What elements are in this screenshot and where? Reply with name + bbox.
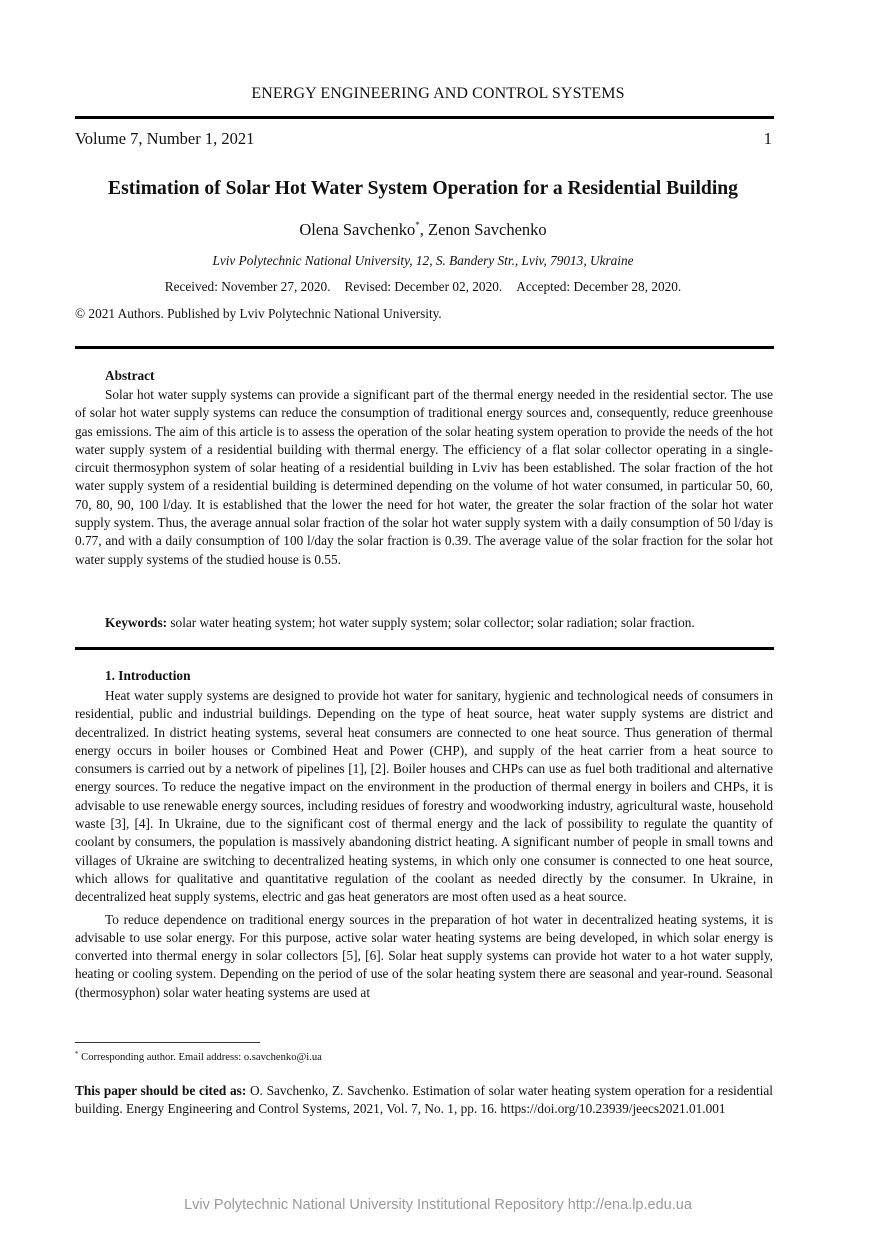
citation-block — [75, 1082, 773, 1119]
abstract-text: Solar hot water supply systems can provide a significant part of the thermal energy needed in the residential sector. The use of solar hot water supply systems can reduce the consumption of traditional energy sources and, consequently, reduce greenhouse gas emissions. The aim of this article is to assess the operation of the solar heating system operation to provide the needs of the hot water supply system of a residential building with thermal energy. The efficiency of a flat solar collector operating in a single-circuit thermosyphon system of solar heating of a residential building in Lviv has been established. The solar fraction of the hot water supply system of a residential building is determined depending on the volume of hot water consumed, in particular 50, 60, 70, 80, 90, 100 l/day. It is established that the lower the need for hot water, the greater the solar fraction of the solar hot water supply system. Thus, the average annual solar fraction of the solar hot water supply system with a daily consumption of 50 l/day is 0.77, and with a daily consumption of 100 l/day the solar fraction is 0.39. The average value of the solar fraction for the solar hot water supply systems of the studied house is 0.55. — [75, 387, 773, 567]
received-date: Received: November 27, 2020. — [164, 279, 331, 294]
header-rule — [75, 116, 774, 119]
abstract-body — [75, 386, 773, 569]
corresponding-author-mark: * — [415, 220, 420, 230]
accepted-date: Accepted: December 28, 2020. — [516, 279, 682, 294]
footnote-rule — [75, 1042, 260, 1043]
revised-date: Revised: December 02, 2020. — [344, 279, 503, 294]
citation-text: O. Savchenko, Z. Savchenko. Estimation of solar water heating system operation for a residential building. Energy Engineering and Control Systems, 2021, Vol. 7, No. 1, pp. 16. https://doi.org/10.23939/jeecs2021.01.001 — [75, 1083, 774, 1117]
introduction-heading: 1. Introduction — [105, 668, 191, 683]
journal-name: ENERGY ENGINEERING AND CONTROL SYSTEMS — [251, 85, 625, 102]
page-number: 1 — [763, 129, 772, 148]
citation-label: This paper should be cited as: — [75, 1083, 247, 1098]
footnote — [75, 1050, 322, 1063]
volume-info: Volume 7, Number 1, 2021 — [75, 129, 255, 148]
footnote-text: Corresponding author. Email address: o.savchenko@i.ua — [78, 1052, 322, 1063]
author-name: , Zenon Savchenko — [419, 220, 547, 239]
affiliation: Lviv Polytechnic National University, 12, S. Bandery Str., Lviv, 79013, Ukraine — [212, 253, 634, 268]
abstract-top-rule — [75, 346, 774, 349]
author-name: Olena Savchenko — [299, 220, 416, 239]
article-dates — [0, 279, 846, 295]
abstract-heading: Abstract — [105, 368, 155, 383]
footnote-mark: * — [75, 1050, 79, 1058]
keywords-label: Keywords: — [105, 615, 168, 630]
body-paragraph: To reduce dependence on traditional energy sources in the preparation of hot water in decentralized heating systems, it is advisable to use solar energy. For this purpose, active solar water heating systems are being developed, in which solar energy is converted into thermal energy in solar collectors [5], [6]. Solar heat supply systems can provide hot water to a hot water supply, heating or cooling system. Depending on the period of use of the solar heating system there are seasonal and year-round. Seasonal (thermosyphon) solar water heating systems are used at — [75, 911, 773, 1000]
author-list — [0, 220, 846, 240]
introduction-body — [75, 687, 773, 1002]
body-paragraph: Heat water supply systems are designed to provide hot water for sanitary, hygienic and technological needs of consumers in residential, public and industrial buildings. Depending on the type of heat source, heat water supply systems are district and decentralized. In district heating systems, several heat consumers are connected to one heat source. Thus generation of thermal energy occurs in boiler houses or Combined Heat and Power (CHP), and supply of the heat carrier from a heat source to consumers is carried out by a network of pipelines [1], [2]. Boiler houses and CHPs can use as fuel both traditional and alternative energy sources. To reduce the negative impact on the environment in the production of thermal energy in boilers and CHPs, it is advisable to use renewable energy sources, including residues of forestry and woodworking industry, agricultural waste, household waste [3], [4]. In Ukraine, due to the significant cost of thermal energy and the lack of possibility to regulate the quantity of coolant by consumers, the population is massively abandoning district heating. A significant number of people in small towns and villages of Ukraine are switching to decentralized heating systems, in which only one consumer is connected to one heat source, which allows for qualitative and quantitative regulation of the coolant as needed directly by the consumer. In Ukraine, in decentralized heat supply systems, electric and gas heat generators are most often used as a heat source. — [75, 688, 773, 905]
copyright-notice: © 2021 Authors. Published by Lviv Polytechnic National University. — [75, 306, 442, 321]
keywords — [105, 615, 695, 631]
repository-footer: Lviv Polytechnic National University Institutional Repository http://ena.lp.edu.ua — [184, 1197, 692, 1213]
keywords-list: solar water heating system; hot water supply system; solar collector; solar radiation; solar fraction. — [167, 615, 695, 630]
abstract-bottom-rule — [75, 647, 774, 650]
article-title: Estimation of Solar Hot Water System Operation for a Residential Building — [108, 178, 738, 199]
